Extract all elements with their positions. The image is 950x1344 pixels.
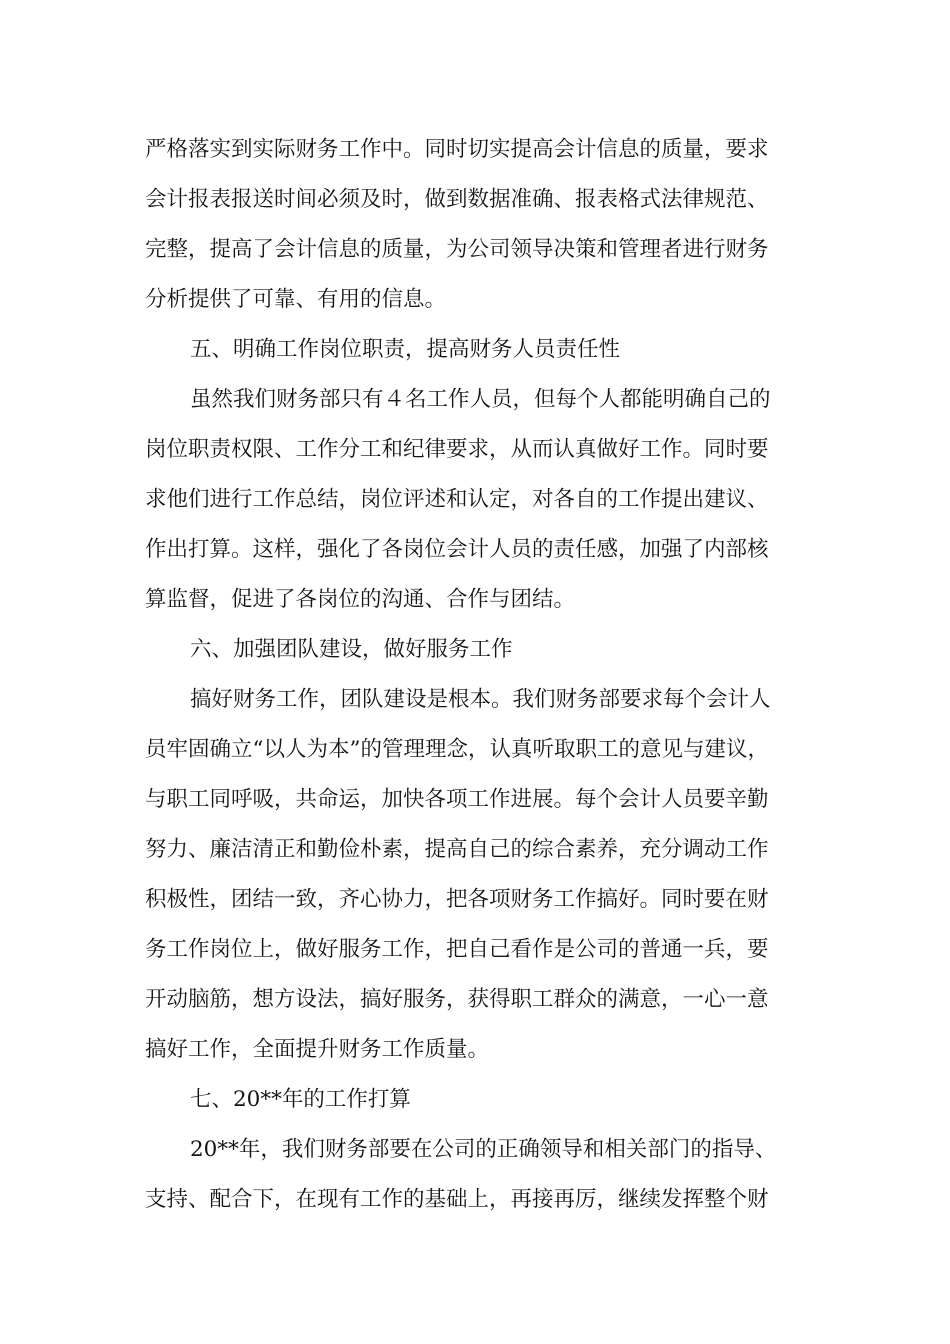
body-text-line: 努力、廉洁清正和勤俭朴素，提高自己的综合素养，充分调动工作 (145, 837, 769, 862)
paragraph-first-line: 20**年，我们财务部要在公司的正确领导和相关部门的指导、 (190, 1137, 777, 1162)
section-heading-5: 五、明确工作岗位职责，提高财务人员责任性 (190, 337, 621, 362)
body-text-line: 员牢固确立“以人为本”的管理理念，认真听取职工的意见与建议， (145, 737, 769, 762)
section-heading-7: 七、20**年的工作打算 (190, 1087, 411, 1112)
body-text-line: 分析提供了可靠、有用的信息。 (145, 287, 447, 312)
body-text-line: 作出打算。这样，强化了各岗位会计人员的责任感，加强了内部核 (145, 537, 769, 562)
body-text-line: 算监督，促进了各岗位的沟通、合作与团结。 (145, 587, 576, 612)
paragraph-first-line: 虽然我们财务部只有４名工作人员，但每个人都能明确自己的 (190, 387, 771, 412)
body-text-line: 求他们进行工作总结，岗位评述和认定，对各自的工作提出建议、 (145, 487, 769, 512)
body-text-line: 搞好工作，全面提升财务工作质量。 (145, 1037, 490, 1062)
body-text-line: 岗位职责权限、工作分工和纪律要求，从而认真做好工作。同时要 (145, 437, 769, 462)
paragraph-first-line: 搞好财务工作，团队建设是根本。我们财务部要求每个会计人 (190, 687, 771, 712)
body-text-line: 务工作岗位上，做好服务工作，把自己看作是公司的普通一兵，要 (145, 937, 769, 962)
body-text-line: 完整，提高了会计信息的质量，为公司领导决策和管理者进行财务 (145, 237, 769, 262)
body-text-line: 与职工同呼吸，共命运，加快各项工作进展。每个会计人员要辛勤 (145, 787, 769, 812)
section-heading-6: 六、加强团队建设，做好服务工作 (190, 637, 513, 662)
body-text-line: 严格落实到实际财务工作中。同时切实提高会计信息的质量，要求 (145, 137, 769, 162)
body-text-line: 开动脑筋，想方设法，搞好服务，获得职工群众的满意，一心一意 (145, 987, 769, 1012)
body-text-line: 会计报表报送时间必须及时，做到数据准确、报表格式法律规范、 (145, 187, 769, 212)
body-text-line: 积极性，团结一致，齐心协力，把各项财务工作搞好。同时要在财 (145, 887, 769, 912)
body-text-line: 支持、配合下，在现有工作的基础上，再接再厉，继续发挥整个财 (145, 1187, 769, 1212)
